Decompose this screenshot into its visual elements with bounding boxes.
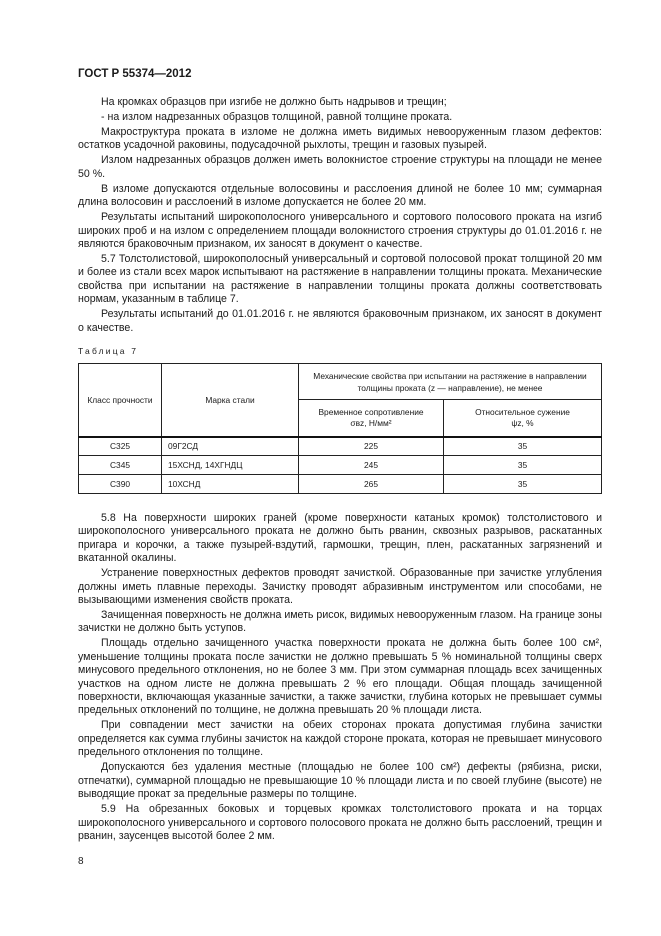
paragraph: Результаты испытаний широкополосного универсального и сортового полосового проката на изгиб широких проб и на излом с определением площади волокнистого строения структуры до 01.01.2016 г. не являются браковочным признаком, их заносят в документ о качестве. — [78, 211, 602, 251]
paragraph: 5.9 На обрезанных боковых и торцевых кромках толстолистового проката и на торцах широкополосного универсального и сортового полосового проката не должно быть расслоений, трещин и рванин, заусенцев высотой более 2 мм. — [78, 803, 602, 842]
header-class: Класс прочности — [79, 364, 162, 437]
header-grade: Марка стали — [162, 364, 299, 437]
header-strength: Временное сопротивление σвz, Н/мм² — [299, 400, 444, 437]
table-row: С390 10ХСНД 265 35 — [79, 475, 602, 494]
paragraph: Площадь отдельно зачищенного участка поверхности проката не должна быть более 100 см², уменьшение толщины проката после зачистки не должно превышать 5 % номинальной толщины сверх минусового предельного отклонения, но не более 3 мм. При этом суммарная площадь всех зачищенных участков на одном листе не должна превышать 2 % его площади. Общая площадь зачищенной поверхности, включающая указанные зачистки, а также зачистки, глубина которых не превышает суммы предельных отклонений по толщине, не должна превышать 20 % площади листа. — [78, 637, 602, 717]
paragraph: На кромках образцов при изгибе не должно быть надрывов и трещин; — [101, 96, 447, 108]
paragraph: Устранение поверхностных дефектов проводят зачисткой. Образованные при зачистке углубления должны иметь плавные переходы. Зачистку проводят абразивным инструментом или способами, не вызывающими изменения свойств проката. — [78, 567, 602, 607]
header-reduction: Относительное сужение ψz, % — [444, 400, 602, 437]
paragraph: Зачищенная поверхность не должна иметь рисок, видимых невооруженным глазом. На границе зоны зачистки не должно быть уступов. — [78, 609, 602, 635]
table-caption: Таблица 7 — [78, 346, 139, 356]
paragraph: Допускаются без удаления местные (площадью не более 100 см²) дефекты (рябизна, риски, отпечатки), суммарной площадью не превышающие 10 % площади листа и по своей глубине (высоте) не выводящие прокат за предельные размеры по толщине. — [78, 761, 602, 801]
page-number: 8 — [78, 856, 84, 867]
text-block-2 — [78, 512, 602, 845]
text-block-1 — [78, 96, 602, 337]
table-row: С345 15ХСНД, 14ХГНДЦ 245 35 — [79, 456, 602, 475]
paragraph: Результаты испытаний до 01.01.2016 г. не являются браковочным признаком, их заносят в документ о качестве. — [78, 308, 602, 334]
paragraph: При совпадении мест зачистки на обеих сторонах проката допустимая глубина зачистки определяется как сумма глубины зачисток на каждой стороне проката, которая не превышает минусового предельного отклонения по толщине. — [78, 719, 602, 759]
paragraph: 5.7 Толстолистовой, широкополосный универсальный и сортовой полосовой прокат толщиной 20 мм и более из стали всех марок испытывают на растяжение в направлении толщины проката. Механические свойства при испытании на растяжение в направлении толщины проката должны соответствовать нормам, указанным в таблице 7. — [78, 253, 602, 306]
table-7 — [78, 363, 602, 494]
paragraph: В изломе допускаются отдельные волосовины и расслоения длиной не более 10 мм; суммарная длина волосовин и расслоений в изломе допускается не более 20 мм. — [78, 182, 602, 209]
table-row: С325 09Г2СД 225 35 — [79, 437, 602, 456]
paragraph: Макроструктура проката в изломе не должна иметь видимых невооруженным глазом дефектов: остатков усадочной раковины, подусадочной рыхлоты, трещин и газовых пузырей. — [78, 126, 602, 152]
paragraph: Излом надрезанных образцов должен иметь волокнистое строение структуры на площади не менее 50 %. — [78, 154, 602, 180]
document-header: ГОСТ Р 55374—2012 — [78, 68, 192, 80]
paragraph: 5.8 На поверхности широких граней (кроме поверхности катаных кромок) толстолистового и широкополосного универсального проката не должно быть рванин, сквозных разрывов, раскатанных пригара и корочки, а также пузырей-вздутий, гармошки, трещин, плен, раскатанных загрязнений и вкатанной окалины. — [78, 512, 602, 565]
paragraph: - на излом надрезанных образцов толщиной, равной толщине проката. — [101, 111, 453, 123]
header-mech: Механические свойства при испытании на растяжение в направлении толщины проката (z — направление), не менее — [299, 364, 602, 400]
